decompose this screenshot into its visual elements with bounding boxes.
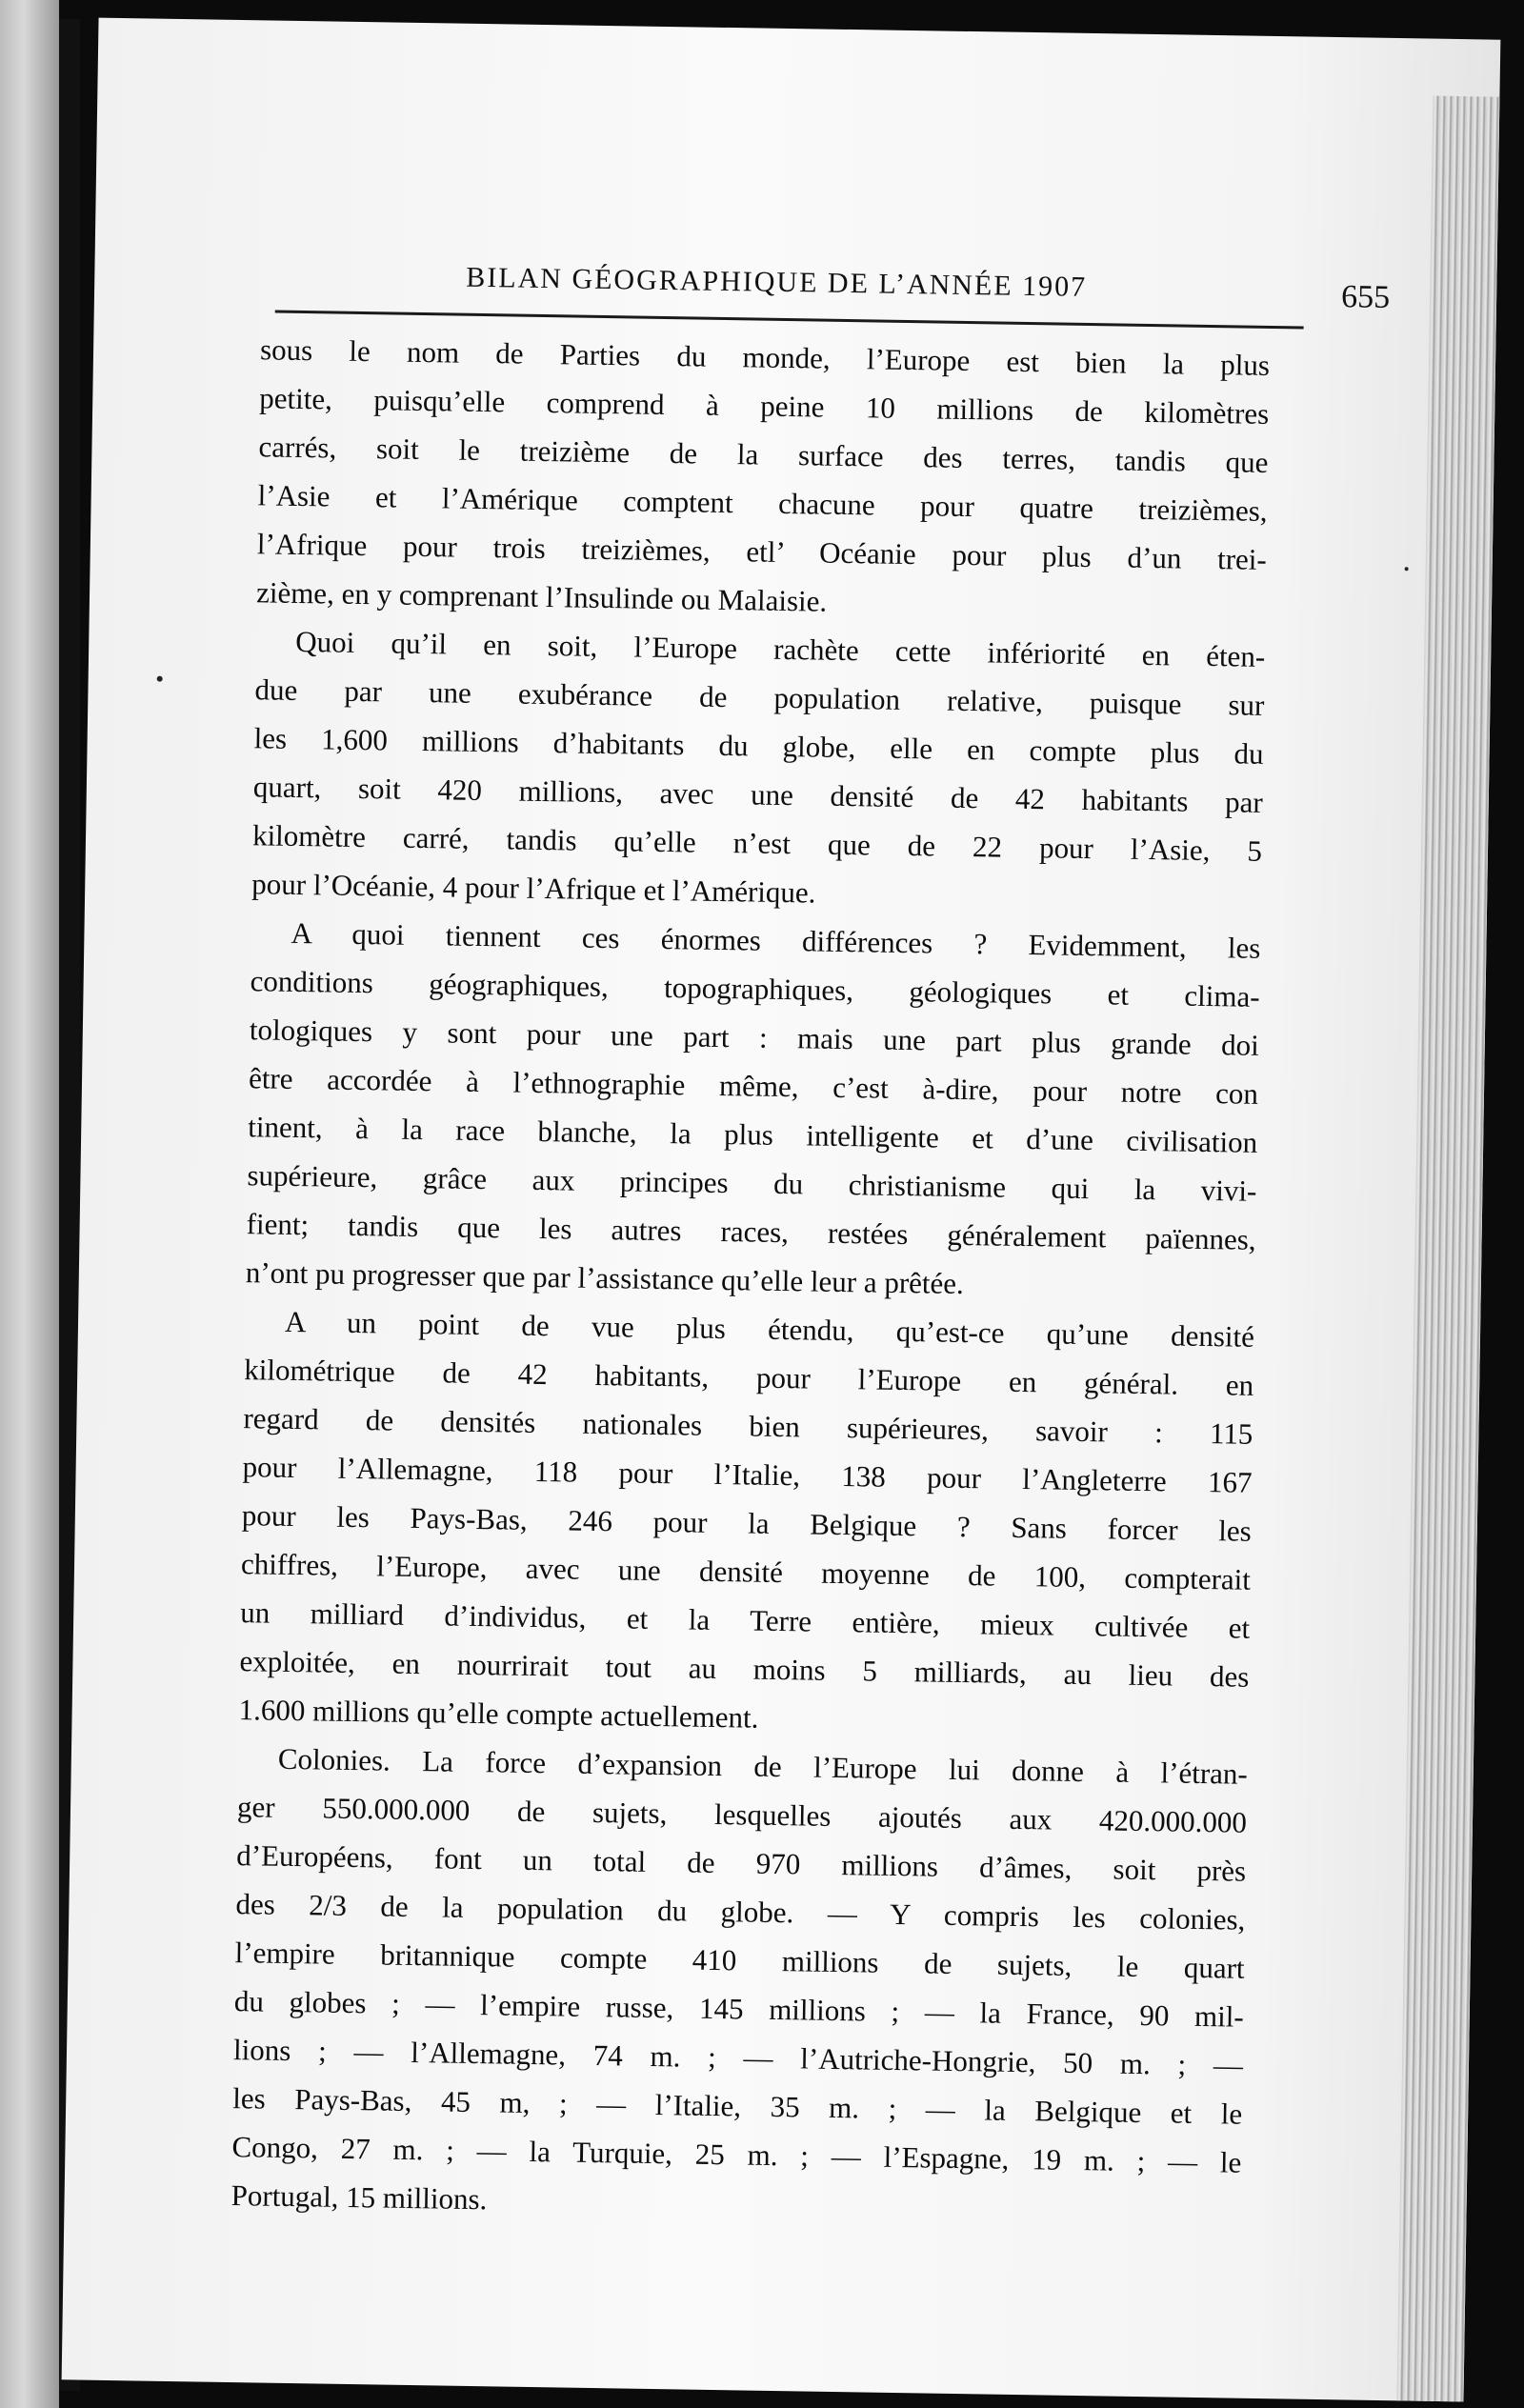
text-line: n’ont pu progresser que par l’assistance qu’elle leur a prêtée. [245,1255,965,1301]
text-line: Colonies. La force d’expansion de l’Europe lui donne à l’étran- [277,1741,1249,1791]
text-line: Portugal, 15 millions. [231,2178,488,2217]
text-line: d’Européens, font un total de 970 millions d’âmes, soit près [236,1838,1247,1888]
text-line: supérieure, grâce aux principes du christianisme qui la vivi- [247,1158,1257,1208]
text-line: Quoi qu’il en soit, l’Europe rachète cette infériorité en éten- [295,624,1266,673]
text-line: les 1,600 millions d’habitants du globe, elle en compte plus du [253,721,1264,771]
page-stack-edge [1396,96,1499,2402]
text-line: pour les Pays-Bas, 246 pour la Belgique ? Sans forcer les [241,1498,1253,1548]
text-line: regard de densités nationales bien supérieures, savoir : 115 [243,1401,1253,1451]
facing-page-edge [0,0,59,2408]
text-line: zième, en y comprenant l’Insulinde ou Malaisie. [255,575,828,618]
text-line: les Pays-Bas, 45 m, ; — l’Italie, 35 m. ; — la Belgique et le [232,2081,1243,2131]
paragraph-3 [245,908,1260,1313]
text-line: l’Afrique pour trois treizièmes, etl’ Océanie pour plus d’un trei- [256,527,1268,576]
text-line: tinent, à la race blanche, la plus intelligente et d’une civilisation [248,1110,1258,1159]
text-line: kilométrique de 42 habitants, pour l’Europe en général. en [244,1353,1254,1402]
text-line: due par une exubérance de population relative, puisque sur [254,672,1265,722]
text-line: pour l’Océanie, 4 pour l’Afrique et l’Amérique. [251,867,816,910]
body-text [231,325,1270,2235]
text-line: kilomètre carré, tandis qu’elle n’est que de 22 pour l’Asie, 5 [251,818,1263,868]
text-line: lions ; — l’Allemagne, 74 m. ; — l’Autriche-Hongrie, 50 m. ; — [232,2033,1244,2082]
text-line: tologiques y sont pour une part : mais une part plus grande doi [249,1013,1260,1062]
paragraph-1 [256,325,1271,632]
paragraph-4 [238,1296,1254,1750]
text-line: Congo, 27 m. ; — la Turquie, 25 m. ; — l’Espagne, 19 m. ; — le [231,2130,1242,2179]
text-line: carrés, soit le treizième de la surface des terres, tandis que [258,430,1269,479]
text-line: 1.600 millions qu’elle compte actuellement. [238,1693,759,1735]
text-line: pour l’Allemagne, 118 pour l’Italie, 138 pour l’Angleterre 167 [242,1450,1253,1499]
text-line: chiffres, l’Europe, avec une densité moyenne de 100, compterait [240,1547,1252,1596]
page [62,18,1501,2402]
text-line: A un point de vue plus étendu, qu’est-ce qu’une densité [284,1304,1255,1354]
text-line: exploitée, en nourrirait tout au moins 5 milliards, au lieu des [239,1644,1250,1694]
text-line: A quoi tiennent ces énormes différences ? Evidemment, les [291,915,1261,965]
page-number: 655 [1340,279,1391,315]
text-line: sous le nom de Parties du monde, l’Europe est bien la plus [259,332,1271,382]
text-line: fient; tandis que les autres races, restées généralement païennes, [246,1207,1256,1256]
text-line: l’empire britannique compte 410 millions de sujets, le quart [234,1936,1245,1985]
text-line: du globes ; — l’empire russe, 145 millions ; — la France, 90 mil- [233,1984,1245,2034]
text-line: un milliard d’individus, et la Terre entière, mieux cultivée et [240,1595,1251,1645]
text-line: petite, puisqu’elle comprend à peine 10 millions de kilomètres [259,381,1270,431]
paragraph-5 [231,1734,1248,2236]
running-title: BILAN GÉOGRAPHIQUE DE L’ANNÉE 1907 [466,261,1088,303]
text-line: être accordée à l’ethnographie même, c’est à-dire, pour notre con [248,1061,1259,1111]
ink-speck [1405,567,1409,571]
text-line: des 2/3 de la population du globe. — Y compris les colonies, [235,1887,1246,1936]
text-line: ger 550.000.000 de sujets, lesquelles ajoutés aux 420.000.000 [236,1790,1248,1839]
text-line: quart, soit 420 millions, avec une densité de 42 habitants par [252,770,1264,819]
paragraph-2 [251,616,1266,924]
text-line: l’Asie et l’Amérique comptent chacune pour quatre treizièmes, [257,478,1268,528]
ink-speck [157,676,163,682]
text-line: conditions géographiques, topographiques, géologiques et clima- [250,964,1260,1013]
